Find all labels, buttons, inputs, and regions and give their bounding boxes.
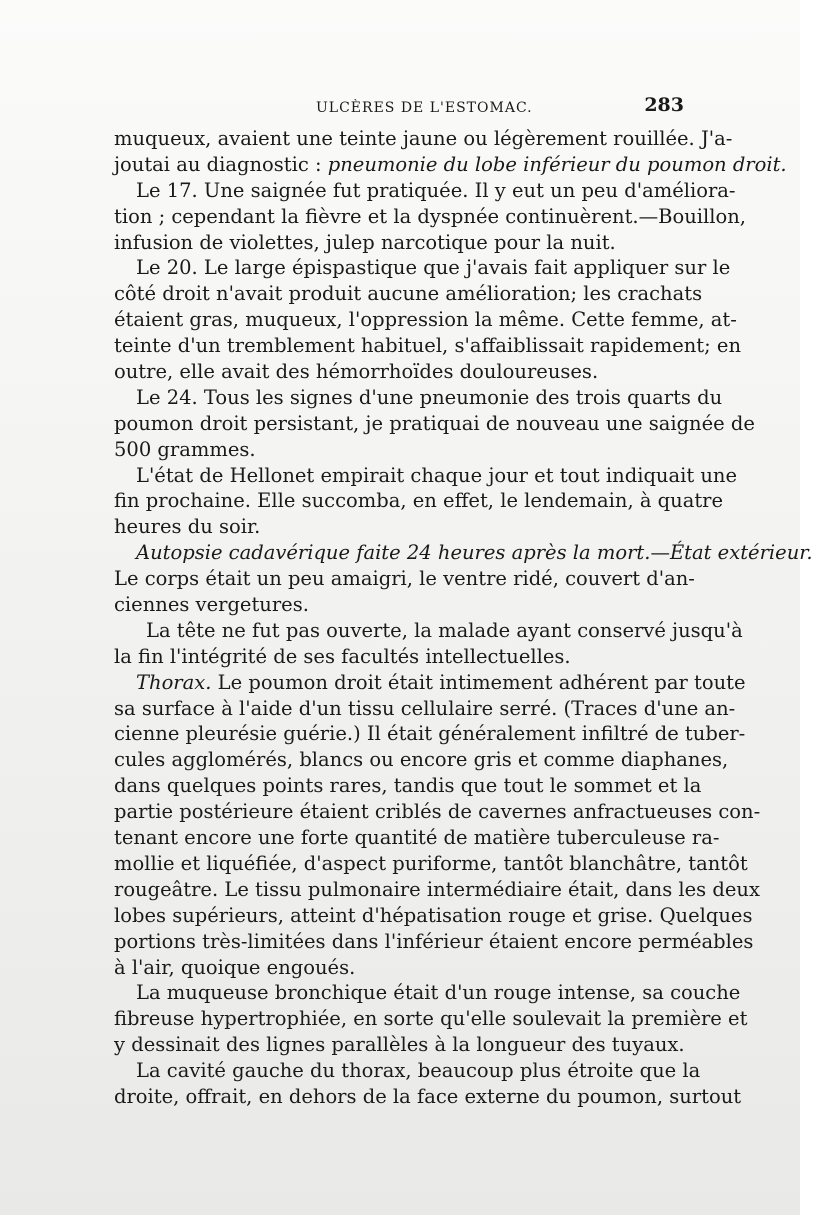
text-line [114,540,813,566]
text-line [114,488,724,514]
text-line [114,618,743,644]
text-span: partie postérieure étaient criblés de cavernes anfractueuses con- [114,800,761,824]
text-span: teinte d'un tremblement habituel, s'affaiblissait rapidement; en [114,334,742,358]
text-span: infusion de violettes, julep narcotique pour la nuit. [114,230,616,254]
text-line [114,307,737,333]
text-span: poumon droit persistant, je pratiquai de nouveau une saignée de [114,411,755,435]
text-line [114,359,684,385]
text-span: côté droit n'avait produit aucune amélioration; les crachats [114,282,703,306]
text-span: cienne pleurésie guérie.) Il était généralement infiltré de tuber- [114,722,746,746]
text-line [114,747,729,773]
text-line [114,281,703,307]
italic-text: pneumonie du lobe inférieur du poumon droit. [327,152,787,176]
text-line [114,178,736,204]
text-span: tion ; cependant la fièvre et la dyspnée continuèrent.—Bouillon, [114,204,746,228]
text-span: Le poumon droit était intimement adhérent par toute [211,670,746,694]
text-line [114,877,760,903]
italic-text: Autopsie cadavérique faite 24 heures après la mort.—État extérieur. [136,541,813,565]
text-line [114,721,746,747]
text-span: L'état de Hellonet empirait chaque jour et tout indiquait une [136,463,738,487]
text-line [114,230,684,256]
text-span: muqueux, avaient une teinte jaune ou légèrement rouillée. J'a- [114,127,733,150]
text-line [114,773,702,799]
text-span: ciennes vergetures. [114,593,309,617]
text-line [114,333,742,359]
text-line [114,1084,742,1110]
text-line [114,204,746,230]
text-line [114,437,684,463]
text-span: heures du soir. [114,515,261,539]
text-line [114,696,736,722]
text-line [114,1006,748,1032]
text-span: la fin l'intégrité de ses facultés intellectuelles. [114,644,571,668]
running-title: ULCÈRES DE L'ESTOMAC. [316,100,533,116]
text-span: dans quelques points rares, tandis que tout le sommet et la [114,774,702,798]
text-span: étaient gras, muqueux, l'oppression la même. Cette femme, at- [114,308,737,332]
text-line [114,1058,701,1084]
text-span: y dessinait des lignes parallèles à la longueur des tuyaux. [114,1033,685,1057]
text-span: cules agglomérés, blancs ou encore gris et comme diaphanes, [114,748,729,772]
text-line [114,903,753,929]
text-line [114,126,733,152]
text-span: fin prochaine. Elle succomba, en effet, le lendemain, à quatre [114,489,724,513]
text-span: portions très-limitées dans l'inférieur étaient encore perméables [114,929,754,953]
text-line [114,152,787,178]
text-span: La muqueuse bronchique était d'un rouge intense, sa couche [136,981,741,1005]
text-line [114,980,741,1006]
text-span: tenant encore une forte quantité de matière tuberculeuse ra- [114,826,720,850]
page-header [114,94,684,124]
text-line [114,955,684,981]
body-text [114,126,813,1110]
text-line [114,644,684,670]
text-span: 500 grammes. [114,437,256,461]
text-line [114,825,720,851]
text-span: La cavité gauche du thorax, beaucoup plus étroite que la [136,1059,701,1083]
text-span: rougeâtre. Le tissu pulmonaire intermédiaire était, dans les deux [114,877,760,901]
text-span: outre, elle avait des hémorrhoïdes douloureuses. [114,360,599,384]
text-line [114,566,695,592]
text-span: joutai au diagnostic : [114,152,328,176]
text-span: à l'air, quoique engoués. [114,955,356,979]
text-line [114,670,746,696]
text-line [114,411,755,437]
text-span: mollie et liquéfiée, d'aspect puriforme, tantôt blanchâtre, tantôt [114,851,748,875]
text-span: Le 20. Le large épispastique que j'avais fait appliquer sur le [136,256,731,280]
text-span: sa surface à l'aide d'un tissu cellulaire serré. (Traces d'une an- [114,696,736,720]
page-number: 283 [644,94,684,116]
text-line [114,463,738,489]
italic-text: Thorax. [136,670,212,694]
text-line [114,799,761,825]
text-span: droite, offrait, en dehors de la face externe du poumon, surtout [114,1084,742,1108]
text-line [114,385,723,411]
text-span: Le 24. Tous les signes d'une pneumonie des trois quarts du [136,385,723,409]
text-line [114,1032,684,1058]
text-span: La tête ne fut pas ouverte, la malade ayant conservé jusqu'à [146,618,743,642]
text-span: Le corps était un peu amaigri, le ventre ridé, couvert d'an- [114,567,695,591]
text-span: Le 17. Une saignée fut pratiquée. Il y eut un peu d'améliora- [136,178,736,202]
text-line [114,592,684,618]
text-line [114,851,748,877]
text-line [114,255,731,281]
text-span: lobes supérieurs, atteint d'hépatisation rouge et grise. Quelques [114,903,753,927]
text-span: fibreuse hypertrophiée, en sorte qu'elle soulevait la première et [114,1007,748,1031]
text-line [114,929,754,955]
text-line [114,514,684,540]
